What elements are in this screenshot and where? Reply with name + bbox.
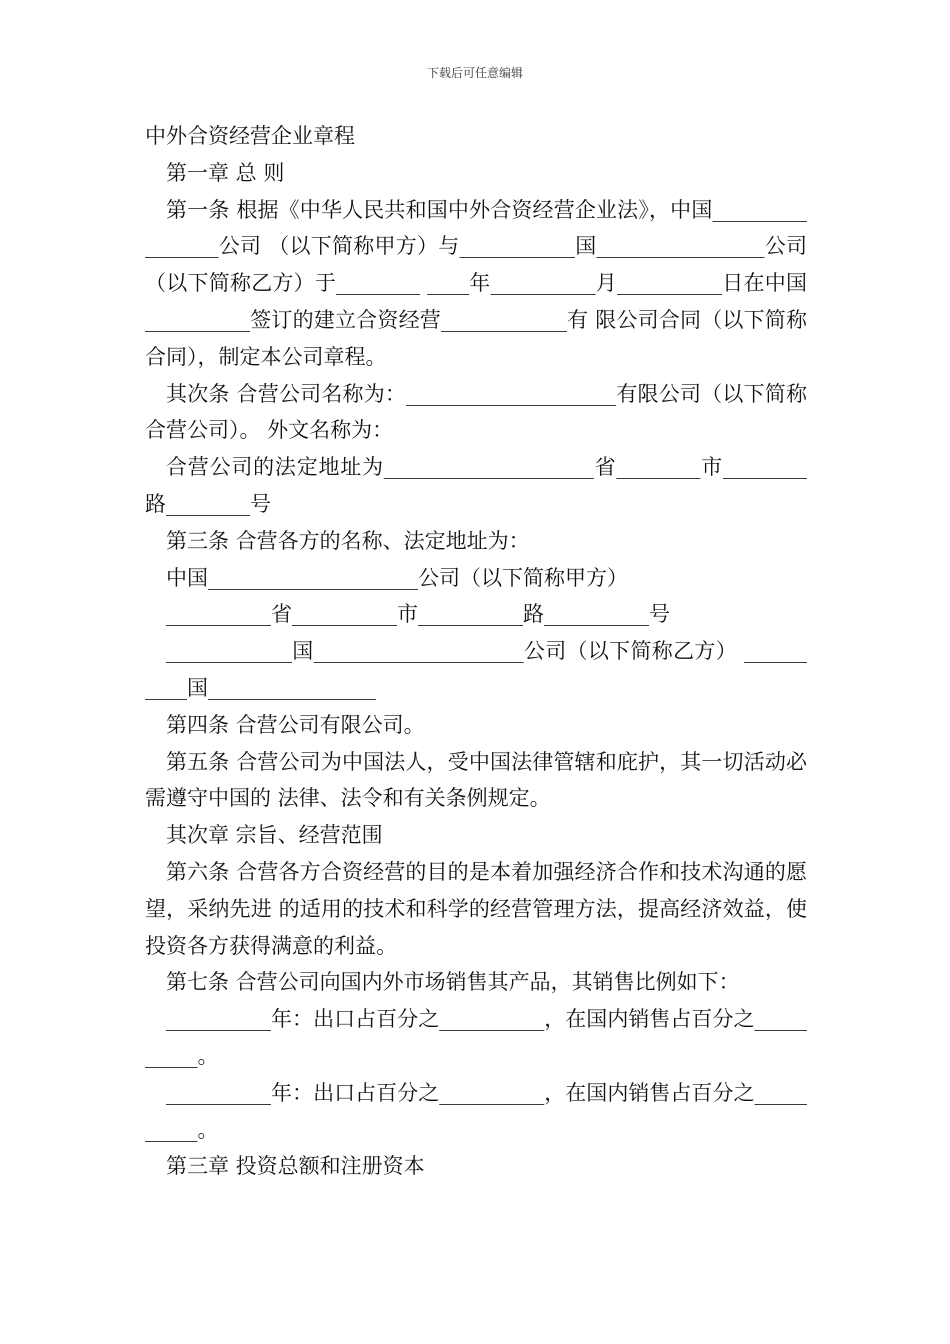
article-2: 其次条 合营公司名称为：____________________有限公司（以下简称合营公司）。 外文名称为： xyxy=(145,381,807,443)
chapter-3-heading: 第三章 投资总额和注册资本 xyxy=(166,1154,425,1179)
legal-address: 合营公司的法定地址为____________________省________市________路________号 xyxy=(145,455,807,516)
document-body xyxy=(145,118,807,1185)
article-7: 第七条 合营公司向国内外市场销售其产品，其销售比例如下： xyxy=(166,970,740,995)
chapter-2-heading: 其次章 宗旨、经营范围 xyxy=(166,823,383,848)
document-title: 中外合资经营企业章程 xyxy=(145,124,355,148)
party-b-line: ____________国____________________公司（以下简称乙方） __________国________________ xyxy=(145,639,807,700)
article-3: 第三条 合营各方的名称、法定地址为： xyxy=(166,528,530,553)
party-a-line: 中国____________________公司（以下简称甲方） xyxy=(166,565,628,590)
chapter-1-heading: 第一章 总 则 xyxy=(166,160,285,185)
article-1: 第一条 根据《中华人民共和国中外合资经营企业法》，中国________________公司 （以下简称甲方）与___________国________________公司（以下简称乙方）于________ ____年__________月__________日在中国__________签订的建立合资经营____________有 限公司合同（以下简称合同），制定本公司章程。 xyxy=(145,197,807,369)
party-a-address: __________省__________市__________路__________号 xyxy=(166,602,670,627)
article-5: 第五条 合营公司为中国法人，受中国法律管辖和庇护，其一切活动必需遵守中国的 法律、法令和有关条例规定。 xyxy=(145,749,807,811)
page-header-note: 下载后可任意编辑 xyxy=(426,66,523,80)
sales-ratio-line-2: __________年：出口占百分之__________，在国内销售占百分之__________。 xyxy=(145,1080,807,1142)
sales-ratio-line-1: __________年：出口占百分之__________，在国内销售占百分之__________。 xyxy=(145,1007,807,1068)
article-6: 第六条 合营各方合资经营的目的是本着加强经济合作和技术沟通的愿望，采纳先进 的适用的技术和科学的经营管理方法，提高经济效益，使投资各方获得满意的利益。 xyxy=(145,859,807,958)
article-4: 第四条 合营公司有限公司。 xyxy=(166,712,425,737)
